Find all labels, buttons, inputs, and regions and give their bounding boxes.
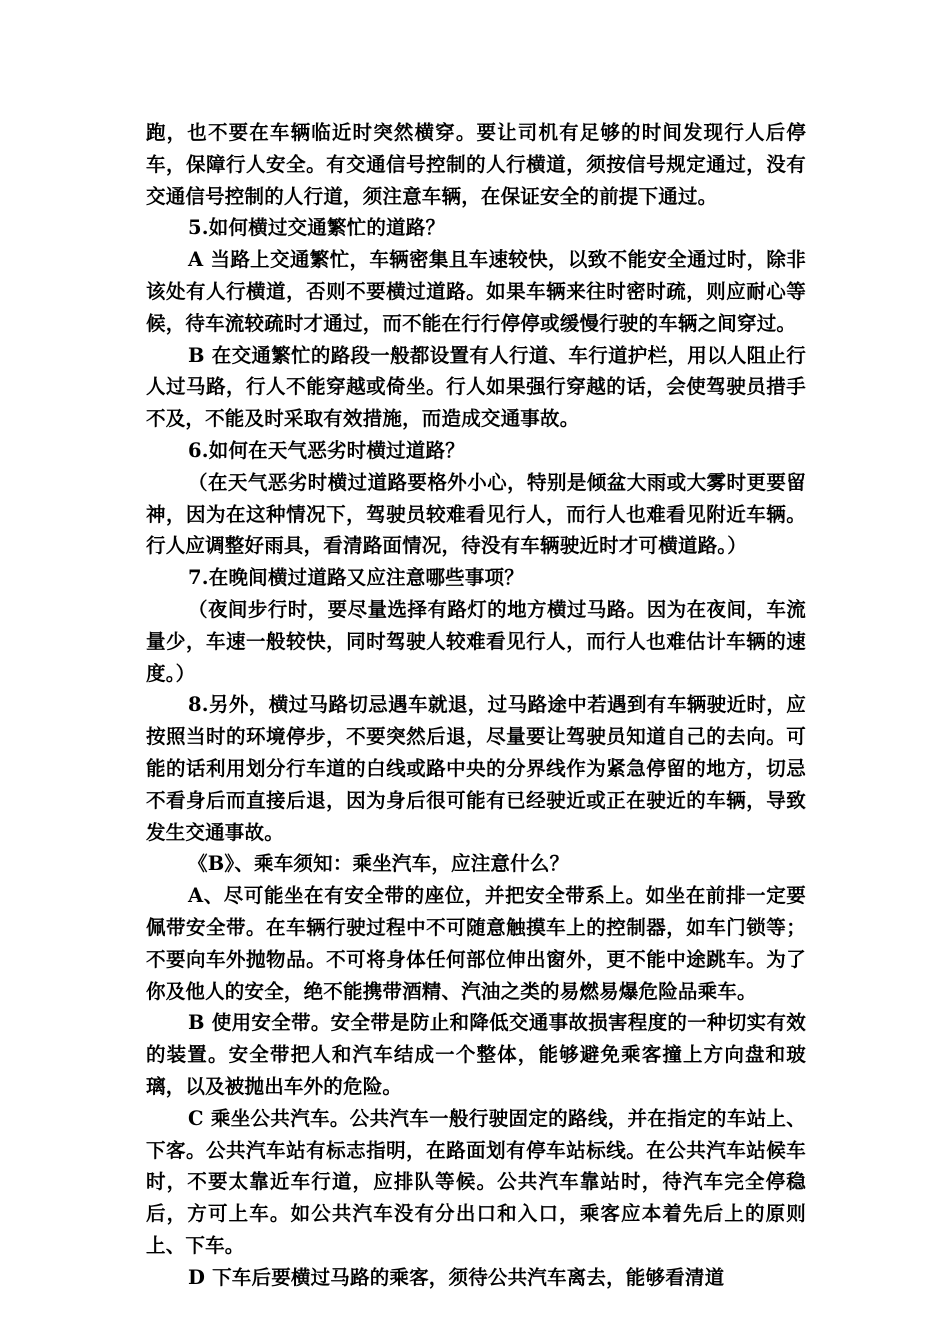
question-heading-7: 7.在晚间横过道路又应注意哪些事项？ [188, 566, 524, 590]
answer-5a: A 当路上交通繁忙，车辆密集且车速较快，以致不能安全通过时，除非该处有人行横道，否则不要横过道路。如果车辆来往时密时疏，则应耐心等候，待车流较疏时才通过，而不能在行行停停或缓慢行驶的车辆之间穿过。 [146, 248, 806, 335]
item-d-after-getting-off: D 下车后要横过马路的乘客，须待公共汽车离去，能够看清道 [188, 1265, 725, 1289]
note-8: 8.另外，横过马路切忌遇车就退，过马路途中若遇到有车辆驶近时，应按照当时的环境停步，不要突然后退，尽量要让驾驶员知道自己的去向。可能的话利用划分行车道的白线或路中央的分界线作为紧急停留的地方，切忌不看身后而直接后退，因为身后很可能有已经驶近或正在驶近的车辆，导致发生交通事故。 [146, 693, 806, 844]
item-b-use-belt: B 使用安全带。安全带是防止和降低交通事故损害程度的一种切实有效的装置。安全带把人和汽车结成一个整体，能够避免乘客撞上方向盘和玻璃，以及被抛出车外的危险。 [146, 1011, 806, 1098]
answer-5b: B 在交通繁忙的路段一般都设置有人行道、车行道护栏，用以人阻止行人过马路，行人不能穿越或倚坐。行人如果强行穿越的话，会使驾驶员措手不及，不能及时采取有效措施，而造成交通事故。 [146, 343, 806, 431]
section-heading-b: 《B》、乘车须知：乘坐汽车，应注意什么？ [188, 852, 570, 876]
document-page [146, 117, 806, 1293]
item-a-seat-belt: A、尽可能坐在有安全带的座位，并把安全带系上。如坐在前排一定要佩带安全带。在车辆行驶过程中不可随意触摸车上的控制器，如车门锁等；不要向车外抛物品。不可将身体任何部位伸出窗外，更不能中途跳车。为了你及他人的安全，绝不能携带酒精、汽油之类的易燃易爆危险品乘车。 [146, 884, 806, 1003]
paragraph-continuation: 跑，也不要在车辆临近时突然横穿。要让司机有足够的时间发现行人后停车，保障行人安全。有交通信号控制的人行横道，须按信号规定通过，没有交通信号控制的人行道，须注意车辆，在保证安全的前提下通过。 [146, 121, 806, 208]
item-c-public-bus: C 乘坐公共汽车。公共汽车一般行驶固定的路线，并在指定的车站上、下客。公共汽车站有标志指明，在路面划有停车站标线。在公共汽车站候车时，不要太靠近车行道，应排队等候。公共汽车靠站时，待汽车完全停稳后，方可上车。如公共汽车没有分出口和入口，乘客应本着先后上的原则上、下车。 [146, 1106, 806, 1257]
answer-6: （在天气恶劣时横过道路要格外小心，特别是倾盆大雨或大雾时更要留神，因为在这种情况下，驾驶员较难看见行人，而行人也难看见附近车辆。行人应调整好雨具，看清路面情况，待没有车辆驶近时才可横道路。） [146, 470, 806, 558]
answer-7: （夜间步行时，要尽量选择有路灯的地方横过马路。因为在夜间，车流量少，车速一般较快，同时驾驶人较难看见行人，而行人也难估计车辆的速度。） [146, 597, 806, 685]
question-heading-5: 5.如何横过交通繁忙的道路？ [188, 216, 446, 240]
question-heading-6: 6.如何在天气恶劣时横过道路？ [188, 438, 465, 462]
